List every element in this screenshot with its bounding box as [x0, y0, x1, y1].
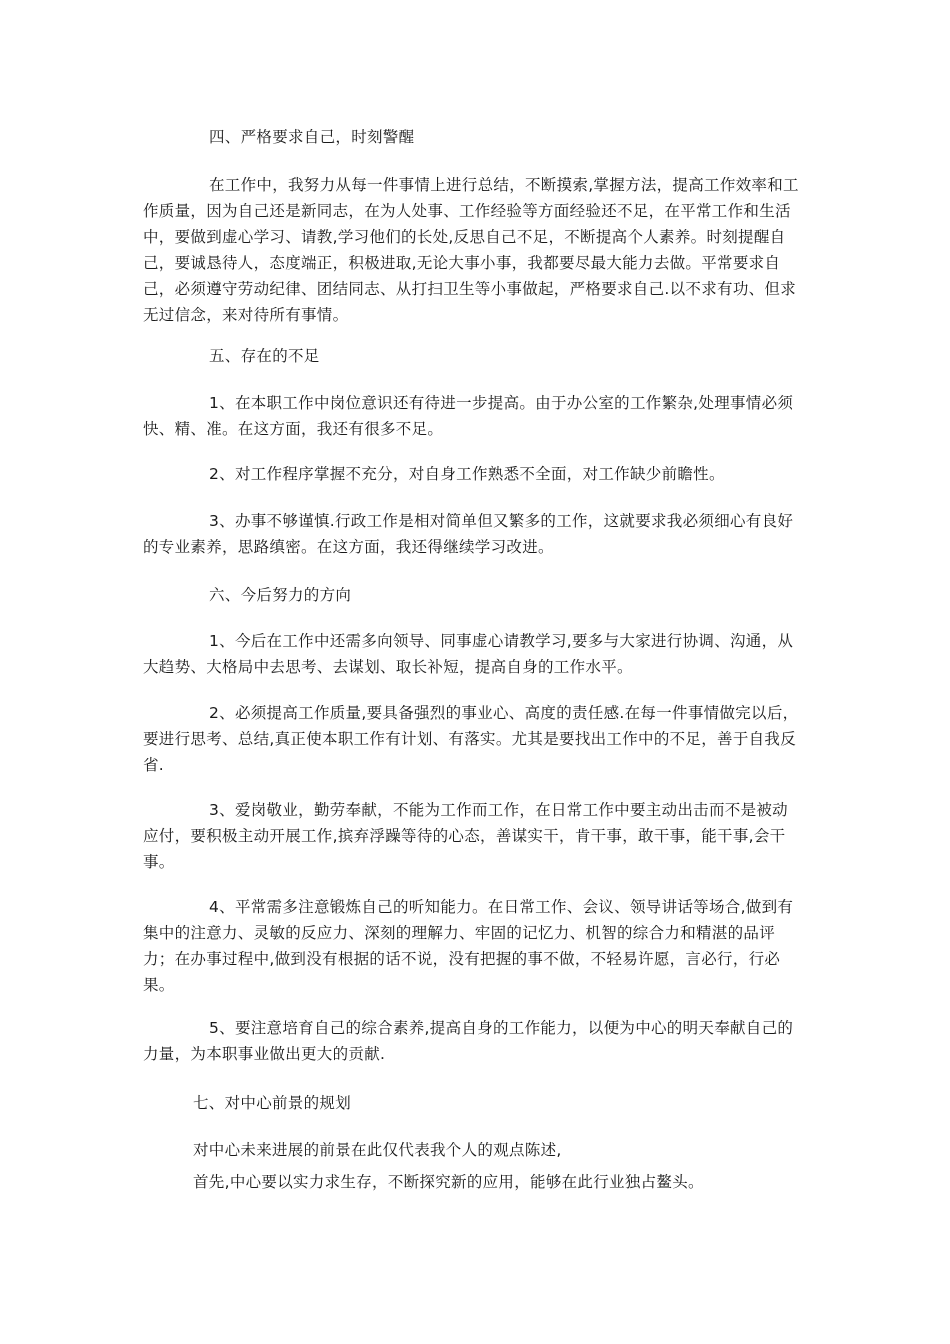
section-6-item-4: 4、平常需多注意锻炼自己的听知能力。在日常工作、会议、领导讲话等场合,做到有集中的注意力、灵敏的反应力、深刻的理解力、牢固的记忆力、机智的综合力和精湛的品评力；在办事过程中,做到没有根据的话不说，没有把握的事不做，不轻易许愿，言必行，行必果。: [143, 898, 794, 994]
section-6-item-2: 2、必须提高工作质量,要具备强烈的事业心、高度的责任感.在每一件事情做完以后，要进行思考、总结,真正使本职工作有计划、有落实。尤其是要找出工作中的不足，善于自我反省.: [143, 704, 799, 774]
section-6-item-5: 5、要注意培育自己的综合素养,提高自身的工作能力，以便为中心的明天奉献自己的力量，为本职事业做出更大的贡献.: [143, 1019, 794, 1063]
section-7-line-1: 对中心未来进展的前景在此仅代表我个人的观点陈述,: [193, 1141, 562, 1159]
section-heading-5: 五、存在的不足: [209, 347, 320, 365]
section-heading-4: 四、严格要求自己，时刻警醒: [209, 128, 415, 146]
section-heading-6: 六、今后努力的方向: [209, 586, 352, 604]
section-4-paragraph: 在工作中，我努力从每一件事情上进行总结，不断摸索,掌握方法，提高工作效率和工作质量，因为自己还是新同志，在为人处事、工作经验等方面经验还不足，在平常工作和生活中，要做到虚心学习、请教,学习他们的长处,反思自己不足，不断提高个人素养。时刻提醒自己，要诚恳待人，态度端正，积极进取,无论大事小事，我都要尽最大能力去做。平常要求自己，必须遵守劳动纪律、团结同志、从打扫卫生等小事做起，严格要求自己.以不求有功、但求无过信念，来对待所有事情。: [143, 176, 799, 324]
section-6-item-3: 3、爱岗敬业，勤劳奉献，不能为工作而工作，在日常工作中要主动出击而不是被动应付，要积极主动开展工作,摈弃浮躁等待的心态，善谋实干，肯干事，敢干事，能干事,会干事。: [143, 801, 788, 871]
section-7-line-2: 首先,中心要以实力求生存，不断探究新的应用，能够在此行业独占鳌头。: [193, 1173, 704, 1191]
section-5-item-2: 2、对工作程序掌握不充分，对自身工作熟悉不全面，对工作缺少前瞻性。: [209, 465, 725, 483]
section-5-item-3: 3、办事不够谨慎.行政工作是相对简单但又繁多的工作，这就要求我必须细心有良好的专业素养，思路缜密。在这方面，我还得继续学习改进。: [143, 512, 794, 556]
section-5-item-1: 1、在本职工作中岗位意识还有待进一步提高。由于办公室的工作繁杂,处理事情必须快、精、准。在这方面，我还有很多不足。: [143, 394, 794, 438]
section-heading-7: 七、对中心前景的规划: [193, 1094, 352, 1112]
section-6-item-1: 1、今后在工作中还需多向领导、同事虚心请教学习,要多与大家进行协调、沟通，从大趋势、大格局中去思考、去谋划、取长补短，提高自身的工作水平。: [143, 632, 794, 676]
